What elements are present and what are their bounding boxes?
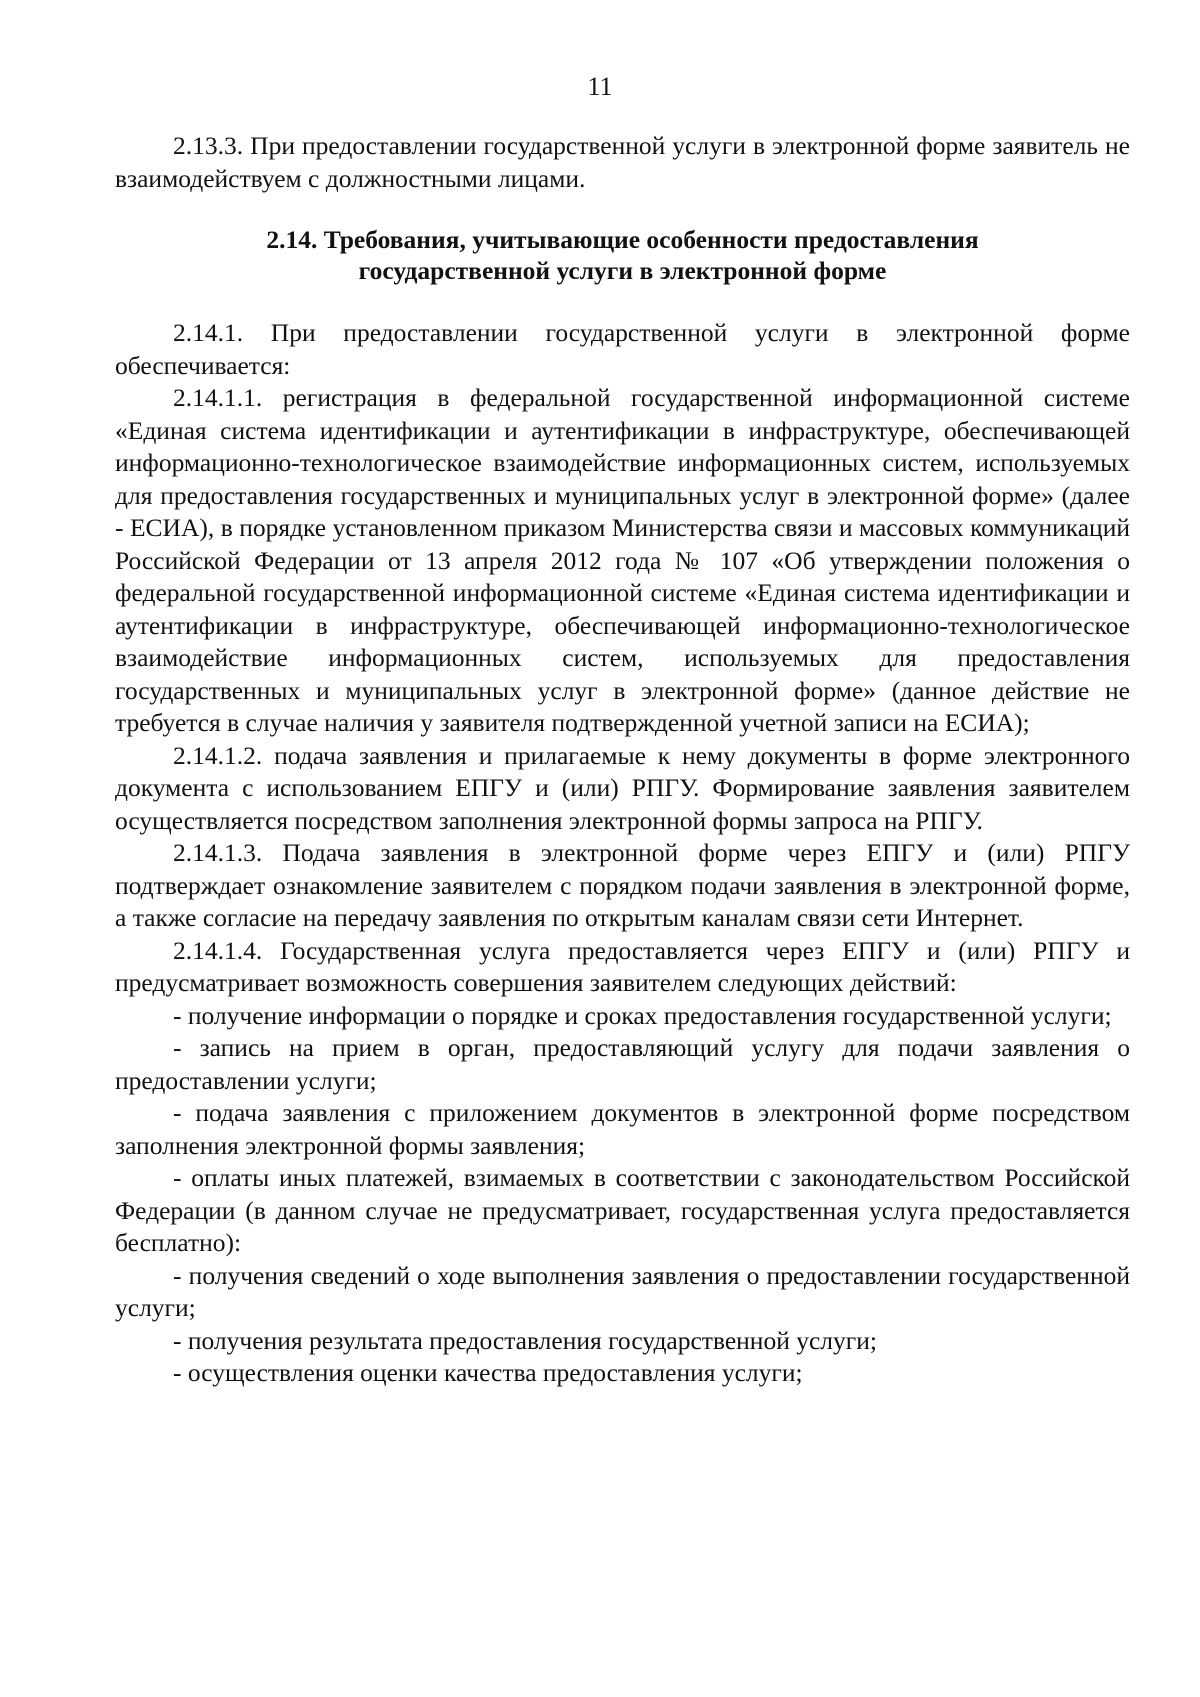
paragraph-2-14-1-2: 2.14.1.2. подача заявления и прилагаемые к нему документы в форме электронного документа с использованием ЕПГУ и (или) РПГУ. Формирование заявления заявителем осуществляется посредством заполнения электронной формы запроса на РПГУ.: [115, 740, 1130, 835]
page-number: 11: [587, 72, 613, 101]
section-heading-2-14: [115, 224, 1130, 286]
page-content: [115, 130, 1130, 1390]
heading-line-2: государственной услуги в электронной форме: [358, 256, 887, 285]
paragraph-2-14-1-4: 2.14.1.4. Государственная услуга предоставляется через ЕПГУ и (или) РПГУ и предусматривает возможность совершения заявителем следующих действий:: [115, 935, 1130, 997]
list-item-info: - получение информации о порядке и сроках предоставления государственной услуги;: [173, 1000, 1112, 1030]
list-item-payments: - оплаты иных платежей, взимаемых в соответствии с законодательством Российской Федерации (в данном случае не предусматривает, государственная услуга предоставляется бесплатно):: [115, 1163, 1130, 1257]
paragraph-2-14-1-3: 2.14.1.3. Подача заявления в электронной форме через ЕПГУ и (или) РПГУ подтверждает ознакомление заявителем с порядком подачи заявления в электронной форме, а также согласие на передачу заявления по открытым каналам связи сети Интернет.: [115, 838, 1130, 932]
list-item-appointment: - запись на прием в орган, предоставляющий услугу для подачи заявления о предоставлении услуги;: [115, 1033, 1130, 1095]
paragraph-2-14-1: 2.14.1. При предоставлении государственной услуги в электронной форме обеспечивается:: [115, 318, 1130, 380]
list-item-result: - получения результата предоставления государственной услуги;: [173, 1325, 877, 1355]
paragraph-2-14-1-1: 2.14.1.1. регистрация в федеральной государственной информационной системе «Единая система идентификации и аутентификации в инфраструктуре, обеспечивающей информационно-технологическое взаимодействие информационных систем, используемых для предоставления государственных и муниципальных услуг в электронной форме» (далее - ЕСИА), в порядке установленном приказом Министерства связи и массовых коммуникаций Российской Федерации от 13 апреля 2012 года № 107 «Об утверждении положения о федеральной государственной информационной системе «Единая система идентификации и аутентификации в инфраструктуре, обеспечивающей информационно-технологическое взаимодействие информационных систем, используемых для предоставления государственных и муниципальных услуг в электронной форме» (данное действие не требуется в случае наличия у заявителя подтвержденной учетной записи на ЕСИА);: [115, 383, 1130, 737]
paragraph-2-13-3: 2.13.3. При предоставлении государственной услуги в электронной форме заявитель не взаимодействуем с должностными лицами.: [115, 131, 1130, 193]
list-item-status: - получения сведений о ходе выполнения заявления о предоставлении государственной услуги;: [115, 1260, 1130, 1322]
heading-line-1: 2.14. Требования, учитывающие особенности предоставления: [266, 225, 979, 254]
list-item-quality: - осуществления оценки качества предоставления услуги;: [173, 1358, 803, 1387]
list-item-submission: - подача заявления с приложением документов в электронной форме посредством заполнения электронной формы заявления;: [115, 1098, 1130, 1160]
